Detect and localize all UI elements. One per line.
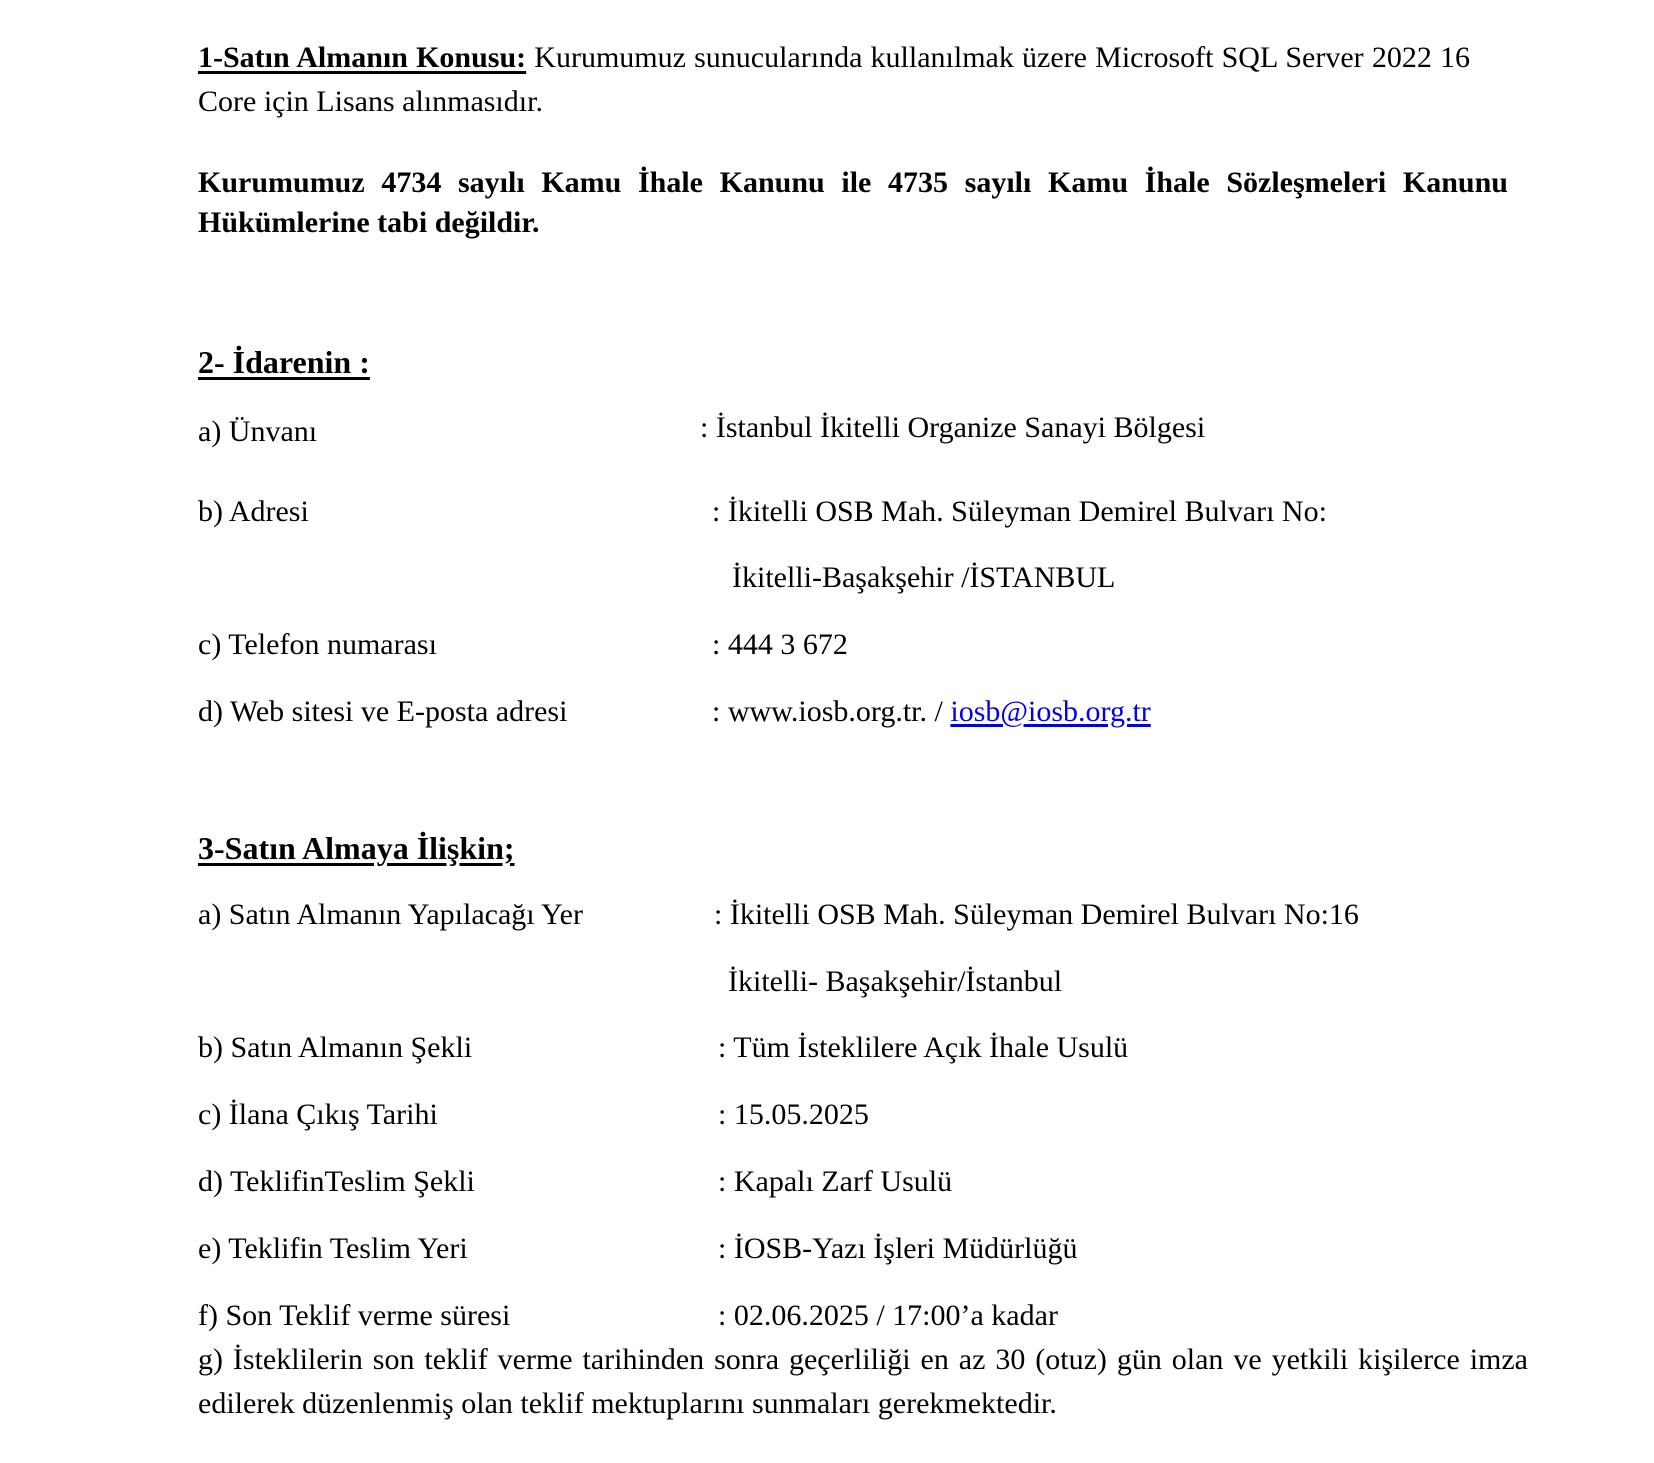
sekil-label: b) Satın Almanın Şekli xyxy=(198,1031,473,1064)
son-teklif-label: f) Son Teklif verme süresi xyxy=(198,1299,511,1332)
web-value xyxy=(712,690,1151,734)
teslim-sekli-value: : Kapalı Zarf Usulü xyxy=(718,1165,953,1198)
tarih-value: : 15.05.2025 xyxy=(718,1098,869,1131)
email-link[interactable]: iosb@iosb.org.tr xyxy=(950,695,1151,728)
son-teklif-value: : 02.06.2025 / 17:00’a kadar xyxy=(718,1299,1058,1332)
yer-label: a) Satın Almanın Yapılacağı Yer xyxy=(198,898,583,931)
adres-value: : İkitelli OSB Mah. Süleyman Demirel Bulvarı No: xyxy=(712,495,1327,528)
adres-value-line-2: İkitelli-Başakşehir /İSTANBUL xyxy=(732,561,1116,594)
legal-notice: Kurumumuz 4734 sayılı Kamu İhale Kanunu ile 4735 sayılı Kamu İhale Sözleşmeleri Kanunu Hükümlerine tabi değildir. xyxy=(198,166,1508,239)
section-1-heading: 1-Satın Almanın Konusu: xyxy=(198,41,527,74)
section-3-heading: 3-Satın Almaya İlişkin; xyxy=(198,830,515,866)
yer-value: : İkitelli OSB Mah. Süleyman Demirel Bulvarı No:16 xyxy=(714,898,1359,931)
web-label: d) Web sitesi ve E-posta adresi xyxy=(198,695,568,728)
unvan-value: : İstanbul İkitelli Organize Sanayi Bölgesi xyxy=(700,411,1206,444)
section-1-paragraph xyxy=(198,36,1470,124)
section-2-heading: 2- İdarenin : xyxy=(198,344,370,380)
tarih-label: c) İlana Çıkış Tarihi xyxy=(198,1098,438,1131)
sekil-value: : Tüm İsteklilere Açık İhale Usulü xyxy=(718,1031,1129,1064)
adres-label: b) Adresi xyxy=(198,495,309,528)
telefon-label: c) Telefon numarası xyxy=(198,628,437,661)
teklif-mektubu-paragraph: g) İsteklilerin son teklif verme tarihinden sonra geçerliliği en az 30 (otuz) gün olan ve yetkili kişilerce imza edilerek düzenlenmiş olan teklif mektuplarını sunmaları gerekmektedir. xyxy=(198,1343,1528,1420)
telefon-value: : 444 3 672 xyxy=(712,628,848,661)
unvan-label: a) Ünvanı xyxy=(198,415,318,448)
teslim-sekli-label: d) TeklifinTeslim Şekli xyxy=(198,1165,475,1198)
section-1-text: Kurumumuz sunucularında kullanılmak üzere Microsoft SQL Server 2022 16 Core için Lisans alınmasıdır. xyxy=(198,41,1470,118)
teslim-yeri-value: : İOSB-Yazı İşleri Müdürlüğü xyxy=(718,1232,1078,1265)
website-text: : www.iosb.org.tr. / xyxy=(712,695,951,728)
yer-value-line-2: İkitelli- Başakşehir/İstanbul xyxy=(728,965,1063,998)
teslim-yeri-label: e) Teklifin Teslim Yeri xyxy=(198,1232,468,1265)
